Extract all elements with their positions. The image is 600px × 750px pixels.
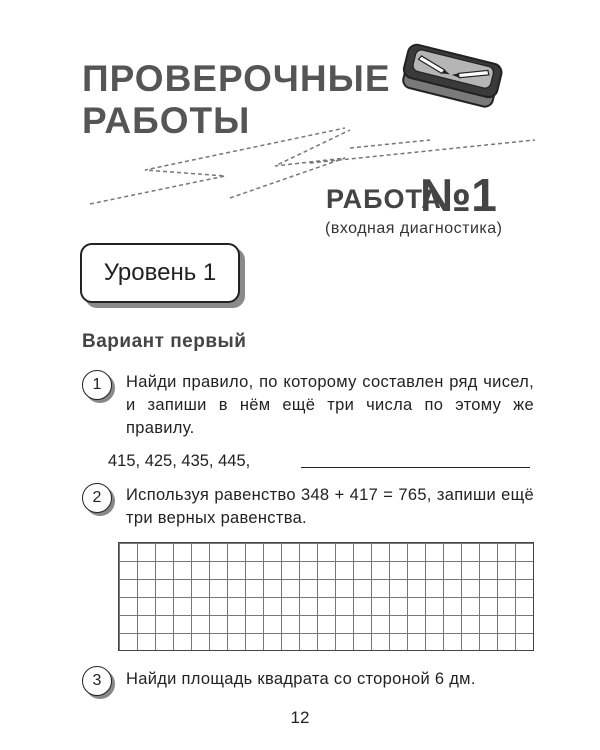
task-2-text: Используя равенство 348 + 417 = 765, запиши ещё три верных равенства. [126, 486, 534, 527]
level-label: Уровень 1 [103, 259, 217, 286]
title-line-1: ПРОВЕРОЧНЫЕ [82, 58, 391, 99]
variant-heading: Вариант первый [82, 331, 247, 352]
answer-grid[interactable] [118, 542, 534, 651]
page-number: 12 [290, 708, 310, 727]
task-3-text: Найди площадь квадрата со стороной 6 дм. [126, 670, 476, 688]
title-line-2: РАБОТЫ [82, 100, 251, 141]
task-number-3: 3 [82, 666, 112, 696]
task-1-sequence: 415, 425, 435, 445, [108, 452, 251, 470]
work-label: РАБОТА [326, 184, 442, 214]
level-badge [80, 243, 240, 303]
task-1-text: Найди правило, по которому составлен ряд чисел, и запиши в нём ещё три числа по этому же правилу. [126, 373, 534, 437]
task-number-1: 1 [82, 370, 112, 400]
task-number-2: 2 [82, 483, 112, 513]
answer-line[interactable] [301, 467, 530, 468]
work-number: №1 [420, 169, 497, 221]
work-subtitle: (входная диагностика) [325, 220, 503, 237]
pencil-case-illustration [395, 38, 510, 118]
